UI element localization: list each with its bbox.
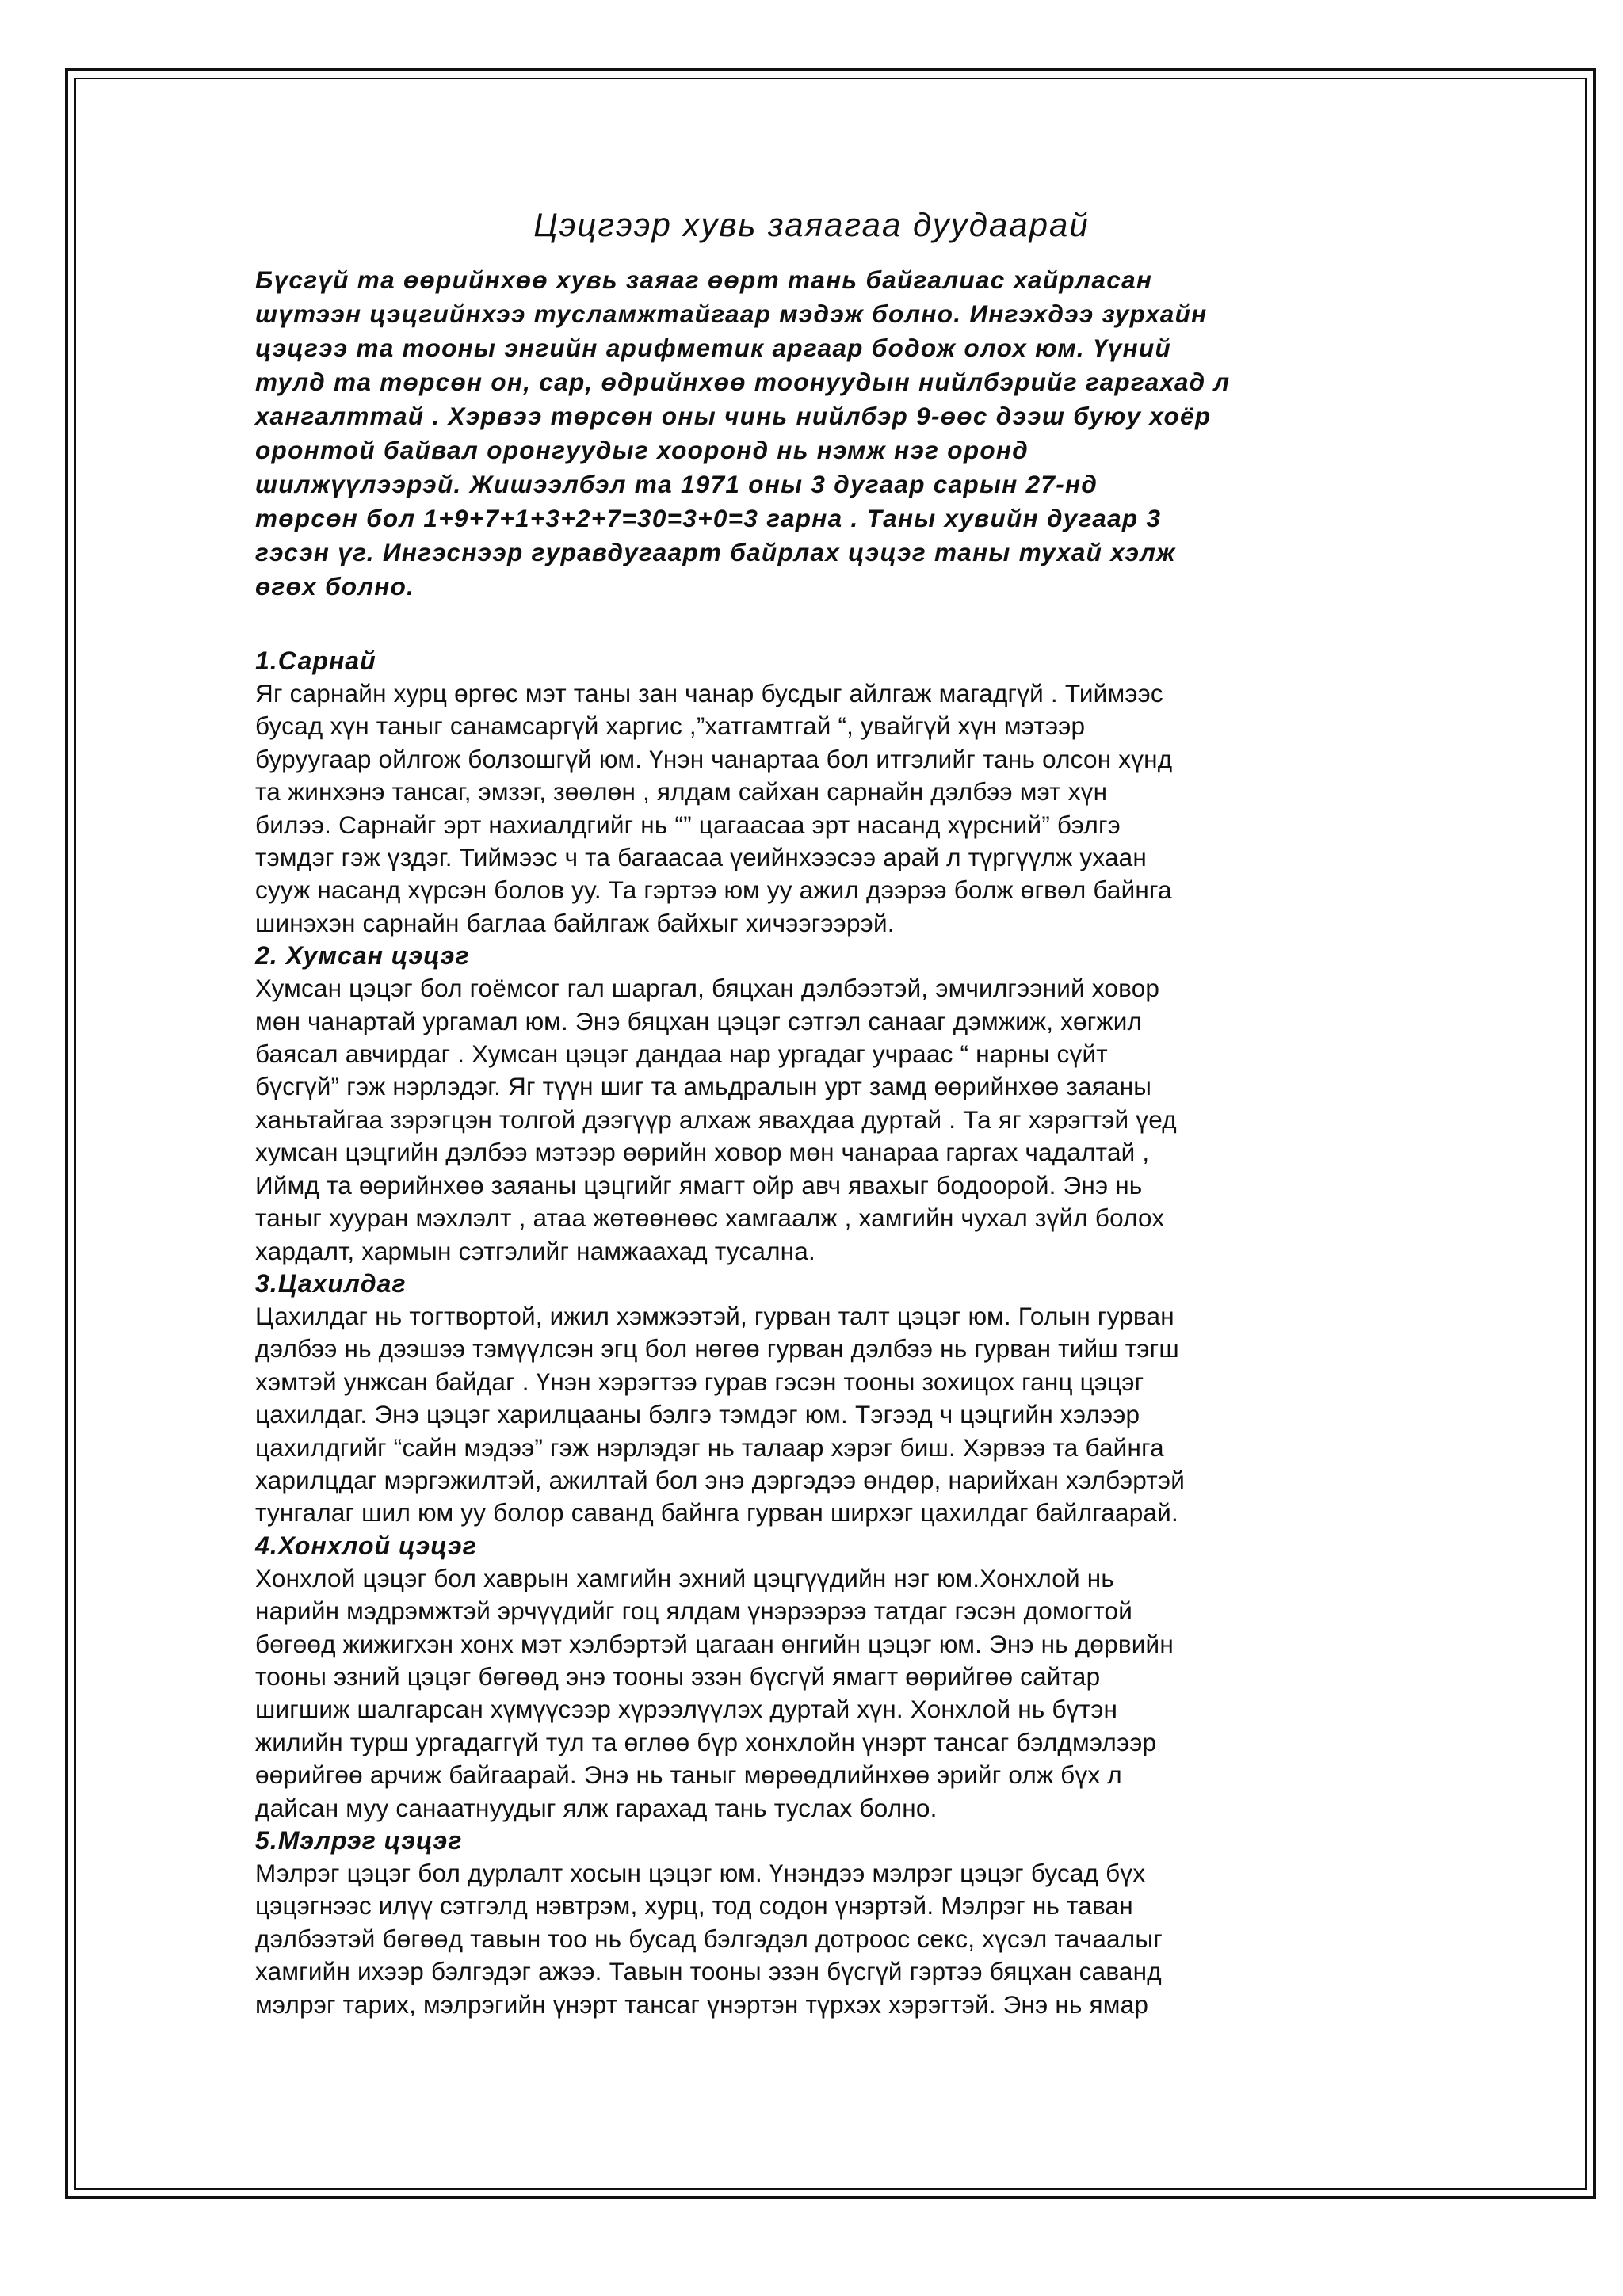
section-body-iris: Цахилдаг нь тогтвортой, ижил хэмжээтэй, гурван талт цэцэг юм. Голын гурван дэлбээ нь дээшээ тэмүүлсэн эгц бол нөгөө гурван дэлбээ нь гурван тийш тэгш хэмтэй унжсан байдаг . Үнэн хэрэгтээ гурав гэсэн тооны зохицох ганц цэцэг цахилдаг. Энэ цэцэг харилцааны бэлгэ тэмдэг юм. Тэгээд ч цэцгийн хэлээр цахилдгийг “сайн мэдээ” гэж нэрлэдэг нь талаар хэрэг биш. Хэрвээ та байнга харилцдаг мэргэжилтэй, ажилтай бол энэ дэргэдээ өндөр, нарийхан хэлбэртэй тунгалаг шил юм уу болор саванд байнга гурван ширхэг цахилдаг байлгаарай.: [255, 1301, 1185, 1527]
section-heading-calendula: 2. Хумсан цэцэг: [255, 941, 470, 971]
document-body: [255, 196, 1381, 2021]
section-heading-iris: 3.Цахилдаг: [255, 1268, 407, 1298]
section-heading-lily-of-the-valley: 4.Хонхлой цэцэг: [255, 1531, 477, 1560]
section-body-rose: Яг сарнайн хурц өргөс мэт таны зан чанар бусдыг айлгаж магадгүй . Тиймээс бусад хүн таныг санамсаргүй харгис ,”хатгамтгай “, увайгүй хүн мэтээр буруугаар ойлгож болзошгүй юм. Үнэн чанартаа бол итгэлийг тань олсон хүнд та жинхэнэ тансаг, эмзэг, зөөлөн , ялдам сайхан сарнайн дэлбээ мэт хүн билээ. Сарнайг эрт нахиалдгийг нь “” цагаасаа эрт насанд хүрсний” бэлгэ тэмдэг гэж үздэг. Тиймээс ч та багаасаа үеийнхээсээ арай л түргүүлж ухаан сууж насанд хүрсэн болов уу. Та гэртээ юм уу ажил дээрээ болж өгвөл байнга шинэхэн сарнайн баглаа байлгаж байхыг хичээгээрэй.: [255, 679, 1173, 937]
intro-paragraph: Бүсгүй та өөрийнхөө хувь заяаг өөрт тань байгалиас хайрласан шүтээн цэцгийнхээ тусламжтайгаар мэдэж болно. Ингэхдээ зурхайн цэцгээ та тооны энгийн арифметик аргаар бодож олох юм. Үүний тулд та төрсөн он, сар, өдрийнхөө тоонуудын нийлбэрийг гаргахад л хангалттай . Хэрвээ төрсөн оны чинь нийлбэр 9-өөс дээш буюу хоёр оронтой байвал оронгуудыг хооронд нь нэмж нэг оронд шилжүүлээрэй. Жишээлбэл та 1971 оны 3 дугаар сарын 27-нд төрсөн бол 1+9+7+1+3+2+7=30=3+0=3 гарна . Таны хувийн дугаар 3 гэсэн үг. Ингэснээр гуравдугаарт байрлах цэцэг таны тухай хэлж өгөх болно.: [255, 265, 1231, 601]
section-heading-jasmine: 5.Мэлрэг цэцэг: [255, 1826, 463, 1855]
section-body-jasmine: Мэлрэг цэцэг бол дурлалт хосын цэцэг юм. Үнэндээ мэлрэг цэцэг бусад бүх цэцэгнээс илүү сэтгэлд нэвтрэм, хурц, тод содон үнэртэй. Мэлрэг нь таван дэлбээтэй бөгөөд тавын тоо нь бусад бэлгэдэл дотроос секс, хүсэл тачаалыг хамгийн ихээр бэлгэдэг ажээ. Тавын тооны эзэн бүсгүй гэртээ бяцхан саванд мэлрэг тарих, мэлрэгийн үнэрт тансаг үнэртэн түрхэх хэрэгтэй. Энэ нь ямар: [255, 1859, 1163, 2019]
document-title: Цэцгээр хувь заяагаа дуудаарай: [533, 206, 1090, 243]
section-heading-rose: 1.Сарнай: [255, 646, 376, 675]
section-body-calendula: Хумсан цэцэг бол гоёмсог гал шаргал, бяцхан дэлбээтэй, эмчилгээний ховор мөн чанартай ургамал юм. Энэ бяцхан цэцэг сэтгэл санааг дэмжиж, хөгжил баясал авчирдаг . Хумсан цэцэг дандаа нар ургадаг учраас “ нарны сүйт бүсгүй” гэж нэрлэдэг. Яг түүн шиг та амьдралын урт замд өөрийнхөө заяаны ханьтайгаа зэрэгцэн толгой дээгүүр алхаж явахдаа дуртай . Та яг хэрэгтэй үед хумсан цэцгийн дэлбээ мэтээр өөрийн ховор мөн чанараа гаргах чадалтай , Иймд та өөрийнхөө заяаны цэцгийг ямагт ойр авч явахыг бодоорой. Энэ нь таныг хууран мэхлэлт , атаа жөтөөнөөс хамгаалж , хамгийн чухал зүйл болох хардалт, хармын сэтгэлийг намжаахад тусална.: [255, 974, 1177, 1265]
section-body-lily-of-the-valley: Хонхлой цэцэг бол хаврын хамгийн эхний цэцгүүдийн нэг юм.Хонхлой нь нарийн мэдрэмжтэй эрчүүдийг гоц ялдам үнэрээрээ татдаг гэсэн домогтой бөгөөд жижигхэн хонх мэт хэлбэртэй цагаан өнгийн цэцэг юм. Энэ нь дөрвийн тооны эзний цэцэг бөгөөд энэ тооны эзэн бүсгүй ямагт өөрийгөө сайтар шигшиж шалгарсан хүмүүсээр хүрээлүүлэх дуртай хүн. Хонхлой нь бүтэн жилийн турш ургадаггүй тул та өглөө бүр хонхлойн үнэрт тансаг бэлдмэлээр өөрийгөө арчиж байгаарай. Энэ нь таныг мөрөөдлийнхөө эрийг олж бүх л дайсан муу санаатнуудыг ялж гарахад тань туслах болно.: [255, 1563, 1174, 1822]
